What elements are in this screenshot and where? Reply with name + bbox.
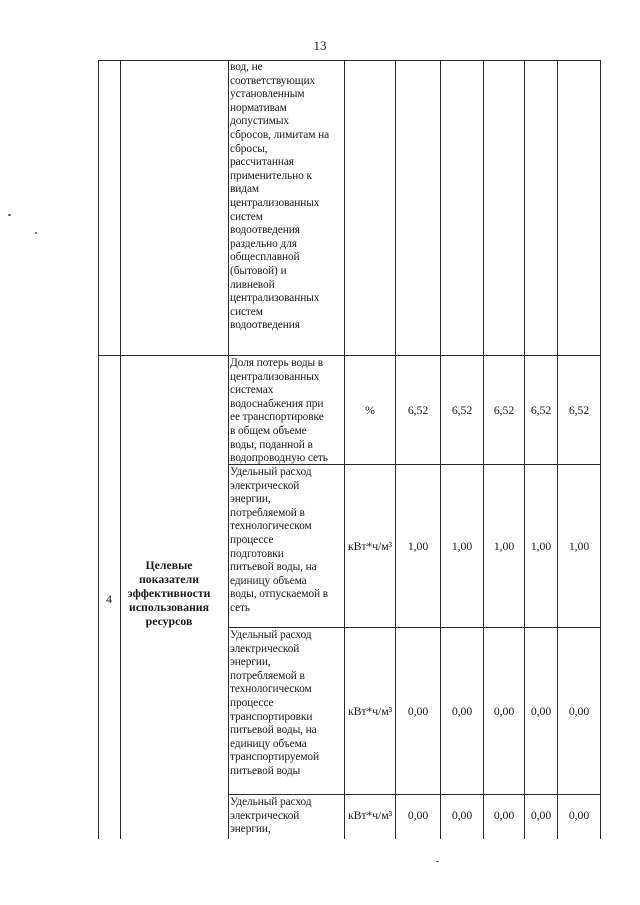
table-border-left [98, 60, 99, 839]
value-cell: 0,00 [568, 703, 590, 718]
value-cell: 1,00 [407, 538, 429, 553]
row-divider-2 [228, 627, 601, 628]
indicator-description: Удельный расход электрической энергии, потребляемой в технологическом процессе транспортировки питьевой воды, на единицу объема транспортируемой питьевой воды [230, 629, 319, 777]
value-cell: 0,00 [493, 808, 515, 823]
unit-cell: % [365, 402, 375, 417]
value-cell: 0,00 [530, 808, 552, 823]
table-border-top [98, 60, 601, 61]
value-cell: 6,52 [407, 402, 429, 417]
unit-cell: кВт*ч/м³ [347, 538, 393, 553]
scan-speck [8, 214, 11, 216]
value-cell: 0,00 [407, 808, 429, 823]
row-divider-3 [228, 794, 601, 795]
value-cell: 0,00 [407, 703, 429, 718]
value-cell: 0,00 [568, 808, 590, 823]
indicator-description: вод, не соответствующих установленным нормативам допустимых сбросов, лимитам на сбросы, рассчитанная применительно к видам централизованных систем водоотведения раздельно для общесплавной (бытовой) и ливневой централизованных систем водоотведения [230, 61, 330, 332]
group-label: Целевые показатели эффективности использования ресурсов [127, 558, 211, 628]
value-cell: 1,00 [530, 538, 552, 553]
value-cell: 0,00 [493, 703, 515, 718]
scan-speck [35, 232, 37, 234]
col-divider-group [120, 60, 121, 839]
indicator-description: Удельный расход электрической энергии, потребляемой в технологическом процессе подготовки питьевой воды, на единицу объема воды, отпускаемой в сеть [230, 466, 328, 614]
value-cell: 6,52 [493, 402, 515, 417]
value-cell: 6,52 [530, 402, 552, 417]
value-cell: 6,52 [568, 402, 590, 417]
value-cell: 1,00 [493, 538, 515, 553]
unit-cell: кВт*ч/м³ [347, 703, 393, 718]
value-cell: 0,00 [451, 808, 473, 823]
value-cell: 1,00 [451, 538, 473, 553]
page-number: 13 [313, 38, 327, 53]
indicator-description: Удельный расход электрической энергии, [230, 796, 312, 836]
row-number: 4 [106, 592, 112, 606]
group-divider [98, 355, 601, 356]
indicator-description: Доля потерь воды в централизованных системах водоснабжения при ее транспортировке в общем объеме воды, поданной в водопроводную сеть [230, 357, 328, 464]
unit-cell: кВт*ч/м³ [347, 808, 393, 823]
value-cell: 1,00 [568, 538, 590, 553]
value-cell: 6,52 [451, 402, 473, 417]
value-cell: 0,00 [451, 703, 473, 718]
row-divider-1 [228, 464, 601, 465]
table-border-right [600, 60, 601, 839]
value-cell: 0,00 [530, 703, 552, 718]
scan-speck [436, 861, 439, 862]
